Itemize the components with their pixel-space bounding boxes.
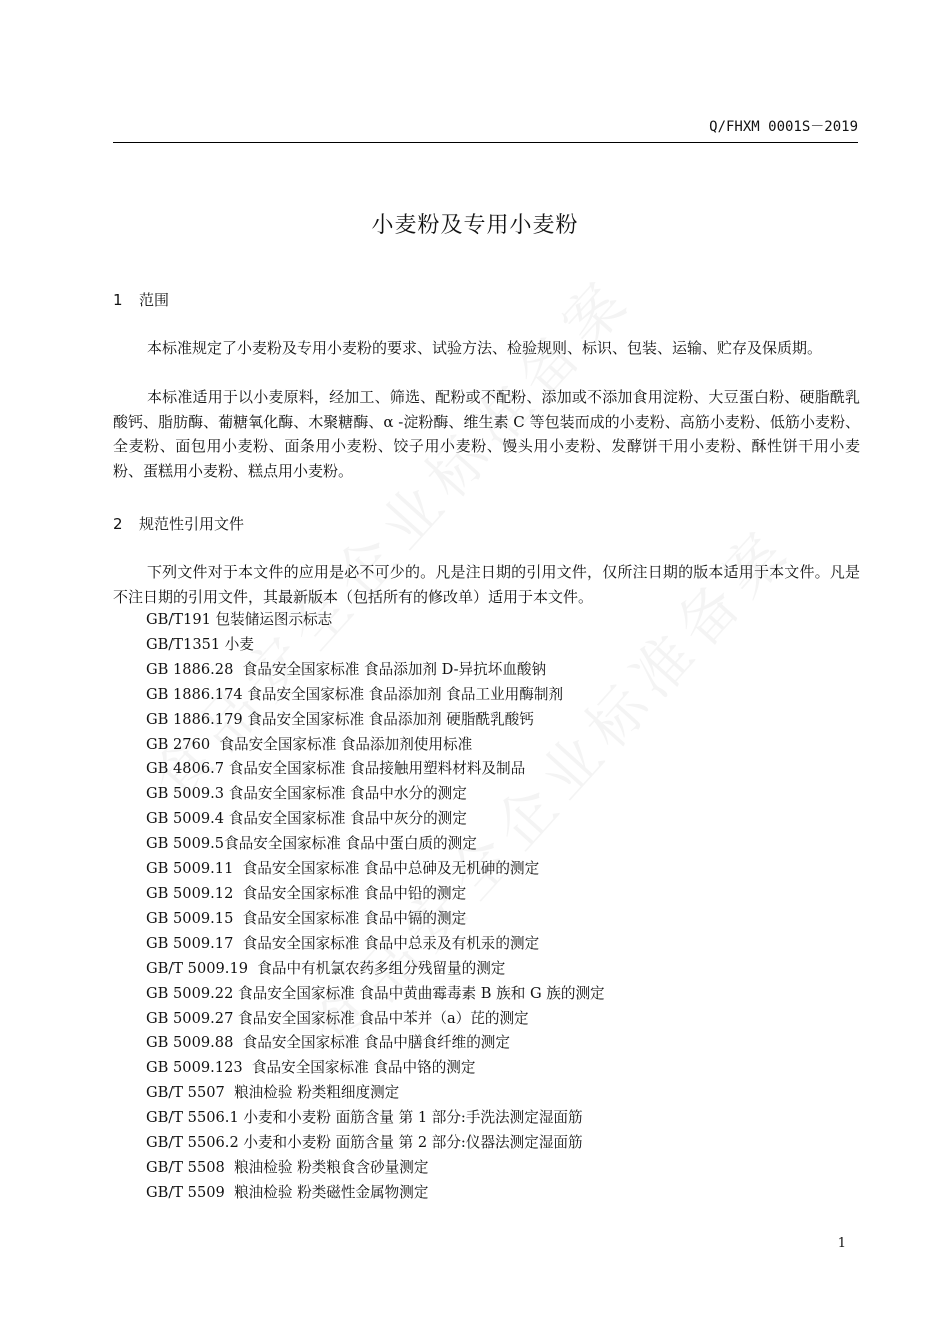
reference-item: GB 2760 食品安全国家标准 食品添加剂使用标准 [146, 735, 473, 753]
reference-item: GB 5009.22 食品安全国家标准 食品中黄曲霉毒素 B 族和 G 族的测定 [146, 984, 605, 1002]
reference-item: GB 5009.27 食品安全国家标准 食品中苯并（a）芘的测定 [146, 1009, 529, 1027]
document-title: 小麦粉及专用小麦粉 [371, 213, 579, 238]
section-title: 范围 [139, 291, 170, 309]
section-title: 规范性引用文件 [139, 515, 245, 533]
references-intro-paragraph: 下列文件对于本文件的应用是必不可少的。凡是注日期的引用文件，仅所注日期的版本适用于本文件。凡是不注日期的引用文件，其最新版本（包括所有的修改单）适用于本文件。 [113, 563, 860, 606]
scope-paragraph-1: 本标准规定了小麦粉及专用小麦粉的要求、试验方法、检验规则、标识、包装、运输、贮存及保质期。 [147, 339, 823, 357]
reference-item: GB 5009.17 食品安全国家标准 食品中总汞及有机汞的测定 [146, 934, 540, 952]
reference-item: GB 5009.5食品安全国家标准 食品中蛋白质的测定 [146, 835, 477, 853]
reference-item: GB 4806.7 食品安全国家标准 食品接触用塑料材料及制品 [146, 760, 526, 778]
reference-item: GB/T 5507 粮油检验 粉类粗细度测定 [146, 1084, 400, 1102]
reference-item: GB/T 5508 粮油检验 粉类粮食含砂量测定 [146, 1158, 429, 1176]
scope-paragraph-2: 本标准适用于以小麦原料，经加工、筛选、配粉或不配粉、添加或不添加食用淀粉、大豆蛋白粉、硬脂酰乳酸钙、脂肪酶、葡糖氧化酶、木聚糖酶、α -淀粉酶、维生素 C 等包装而成的小麦粉、高筋小麦粉、低筋小麦粉、全麦粉、面包用小麦粉、面条用小麦粉、饺子用小麦粉、馒头用小麦粉、发酵饼干用小麦粉、酥性饼干用小麦粉、蛋糕用小麦粉、糕点用小麦粉。 [113, 388, 860, 480]
reference-item: GB 5009.12 食品安全国家标准 食品中铅的测定 [146, 884, 467, 902]
reference-item: GB/T 5009.19 食品中有机氯农药多组分残留量的测定 [146, 959, 506, 977]
reference-item: GB/T 5506.2 小麦和小麦粉 面筋含量 第 2 部分:仪器法测定湿面筋 [146, 1134, 583, 1152]
reference-item: GB 5009.123 食品安全国家标准 食品中铬的测定 [146, 1059, 476, 1077]
reference-item: GB 1886.28 食品安全国家标准 食品添加剂 D-异抗坏血酸钠 [146, 660, 547, 678]
reference-item: GB 5009.3 食品安全国家标准 食品中水分的测定 [146, 785, 467, 803]
section-number: 1 [113, 291, 123, 309]
reference-item: GB/T1351 小麦 [146, 635, 254, 653]
section-heading-normative-references [113, 513, 244, 534]
reference-list [146, 608, 605, 1206]
reference-item: GB/T191 包装储运图示标志 [146, 611, 333, 628]
standard-code: Q/FHXM 0001S－2019 [709, 119, 858, 135]
reference-item: GB 1886.179 食品安全国家标准 食品添加剂 硬脂酰乳酸钙 [146, 710, 534, 728]
reference-item: GB 5009.11 食品安全国家标准 食品中总砷及无机砷的测定 [146, 860, 540, 878]
reference-item: GB 5009.15 食品安全国家标准 食品中镉的测定 [146, 909, 467, 927]
section-heading-scope [113, 289, 169, 310]
reference-item: GB/T 5506.1 小麦和小麦粉 面筋含量 第 1 部分:手洗法测定湿面筋 [146, 1109, 583, 1127]
header-divider [113, 142, 858, 143]
page-number: 1 [837, 1236, 846, 1251]
reference-item: GB/T 5509 粮油检验 粉类磁性金属物测定 [146, 1183, 429, 1201]
section-number: 2 [113, 515, 123, 533]
reference-item: GB 1886.174 食品安全国家标准 食品添加剂 食品工业用酶制剂 [146, 685, 564, 703]
reference-item: GB 5009.88 食品安全国家标准 食品中膳食纤维的测定 [146, 1034, 510, 1052]
reference-item: GB 5009.4 食品安全国家标准 食品中灰分的测定 [146, 810, 467, 828]
